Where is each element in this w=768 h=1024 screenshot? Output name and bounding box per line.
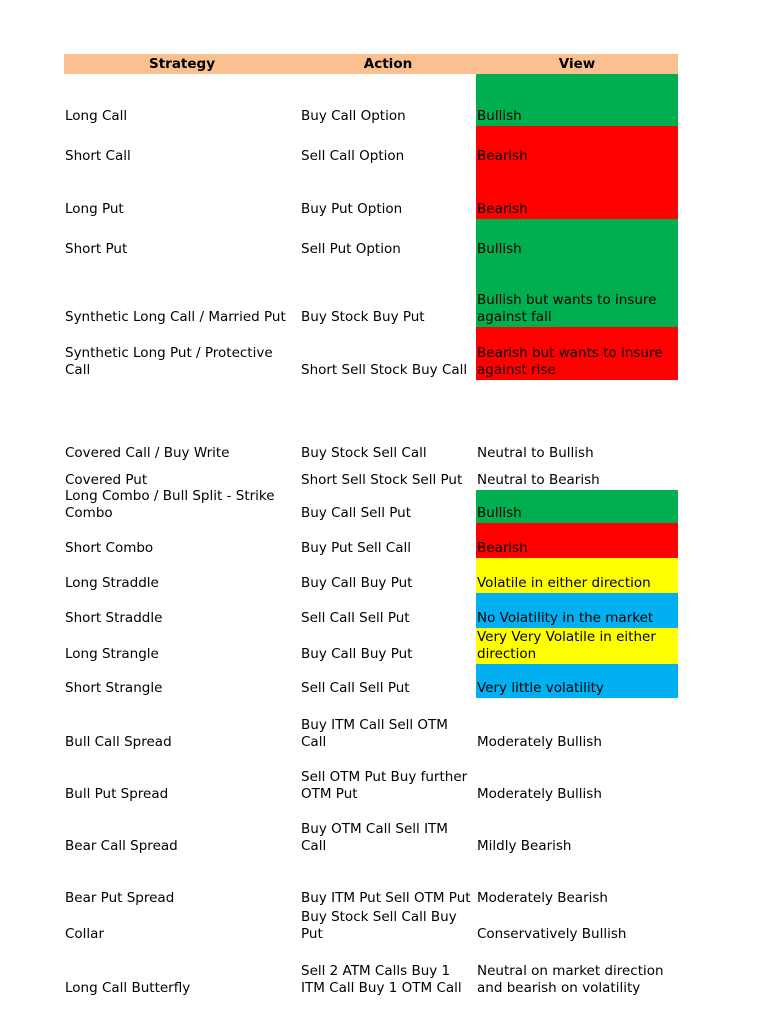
- strategy-cell: Long Strangle: [65, 646, 159, 662]
- strategy-cell: Bear Put Spread: [65, 890, 175, 906]
- action-cell: Sell 2 ATM Calls Buy 1 ITM Call Buy 1 OTM Call: [301, 963, 462, 996]
- header-view: View: [476, 54, 678, 74]
- view-cell: Bullish: [476, 74, 678, 126]
- strategy-cell: Covered Call / Buy Write: [65, 445, 230, 461]
- strategy-cell: Collar: [65, 926, 105, 942]
- table-row: [64, 908, 678, 944]
- action-cell: Buy ITM Call Sell OTM Call: [301, 717, 448, 750]
- strategy-cell: Long Call Butterfly: [65, 980, 191, 996]
- view-cell: Moderately Bullish: [477, 734, 602, 750]
- view-cell: Very Very Volatile in either direction: [476, 628, 678, 664]
- strategy-cell: Bear Call Spread: [65, 838, 178, 854]
- action-cell: Buy Put Option: [301, 201, 403, 217]
- action-cell: Buy Put Sell Call: [301, 540, 412, 556]
- header-action: Action: [300, 54, 476, 74]
- view-cell: Conservatively Bullish: [477, 926, 627, 942]
- strategy-cell: Bull Call Spread: [65, 734, 172, 750]
- view-cell: Very little volatility: [476, 664, 678, 698]
- table-row: [64, 490, 678, 523]
- view-cell: Neutral to Bearish: [477, 472, 600, 488]
- table-row: [64, 558, 678, 593]
- strategy-cell: Synthetic Long Call / Married Put: [65, 309, 286, 325]
- action-cell: Buy ITM Put Sell OTM Put: [301, 890, 471, 906]
- table-row: [64, 380, 678, 463]
- strategy-cell: Short Combo: [65, 540, 154, 556]
- strategy-cell: Long Call: [65, 108, 128, 124]
- strategy-cell: Synthetic Long Put / Protective Call: [65, 345, 273, 378]
- view-cell: Volatile in either direction: [476, 558, 678, 593]
- view-cell: Bearish: [476, 166, 678, 219]
- view-cell: No Volatility in the market: [476, 593, 678, 628]
- table-row: [64, 463, 678, 490]
- table-row: [64, 126, 678, 166]
- strategy-cell: Covered Put: [65, 472, 148, 488]
- view-cell: Moderately Bearish: [477, 890, 608, 906]
- action-cell: Buy Stock Sell Call: [301, 445, 427, 461]
- view-cell: Bearish: [476, 523, 678, 558]
- strategy-cell: Short Put: [65, 241, 128, 257]
- table-row: [64, 327, 678, 380]
- action-cell: Sell Call Sell Put: [301, 680, 410, 696]
- table-row: [64, 593, 678, 628]
- view-cell: Bearish: [476, 126, 678, 166]
- view-cell: Bullish: [476, 490, 678, 523]
- action-cell: Short Sell Stock Sell Put: [301, 472, 463, 488]
- strategy-cell: Short Call: [65, 148, 131, 164]
- table-row: [64, 74, 678, 126]
- view-cell: Mildly Bearish: [477, 838, 572, 854]
- strategy-cell: Long Combo / Bull Split - Strike Combo: [65, 488, 275, 521]
- table-row: [64, 804, 678, 856]
- view-cell: Bearish but wants to insure against rise: [476, 327, 678, 380]
- action-cell: Buy Call Option: [301, 108, 406, 124]
- action-cell: Buy Call Sell Put: [301, 505, 412, 521]
- table-header: [64, 54, 678, 74]
- action-cell: Buy Call Buy Put: [301, 646, 413, 662]
- action-cell: Buy Stock Buy Put: [301, 309, 425, 325]
- action-cell: Sell Put Option: [301, 241, 401, 257]
- view-cell: Neutral on market direction and bearish on volatility: [477, 963, 664, 996]
- action-cell: Short Sell Stock Buy Call: [301, 362, 468, 378]
- action-cell: Buy OTM Call Sell ITM Call: [301, 821, 448, 854]
- view-cell: Moderately Bullish: [477, 786, 602, 802]
- view-cell: Bullish: [476, 219, 678, 259]
- table-row: [64, 166, 678, 219]
- table-row: [64, 628, 678, 664]
- table-row: [64, 752, 678, 804]
- strategy-cell: Long Straddle: [65, 575, 159, 591]
- view-cell: Neutral to Bullish: [477, 445, 594, 461]
- action-cell: Sell OTM Put Buy further OTM Put: [301, 769, 468, 802]
- table-row: [64, 523, 678, 558]
- header-strategy: Strategy: [64, 54, 300, 74]
- strategy-cell: Short Strangle: [65, 680, 163, 696]
- action-cell: Sell Call Sell Put: [301, 610, 410, 626]
- action-cell: Buy Stock Sell Call Buy Put: [301, 909, 457, 942]
- table-row: [64, 219, 678, 259]
- table-row: [64, 664, 678, 698]
- action-cell: Buy Call Buy Put: [301, 575, 413, 591]
- strategy-cell: Bull Put Spread: [65, 786, 169, 802]
- strategy-cell: Short Straddle: [65, 610, 163, 626]
- table-row: [64, 698, 678, 752]
- table-row: [64, 259, 678, 327]
- table-row: [64, 944, 678, 998]
- action-cell: Sell Call Option: [301, 148, 405, 164]
- table-row: [64, 856, 678, 908]
- view-cell: Bullish but wants to insure against fall: [476, 259, 678, 327]
- strategy-cell: Long Put: [65, 201, 124, 217]
